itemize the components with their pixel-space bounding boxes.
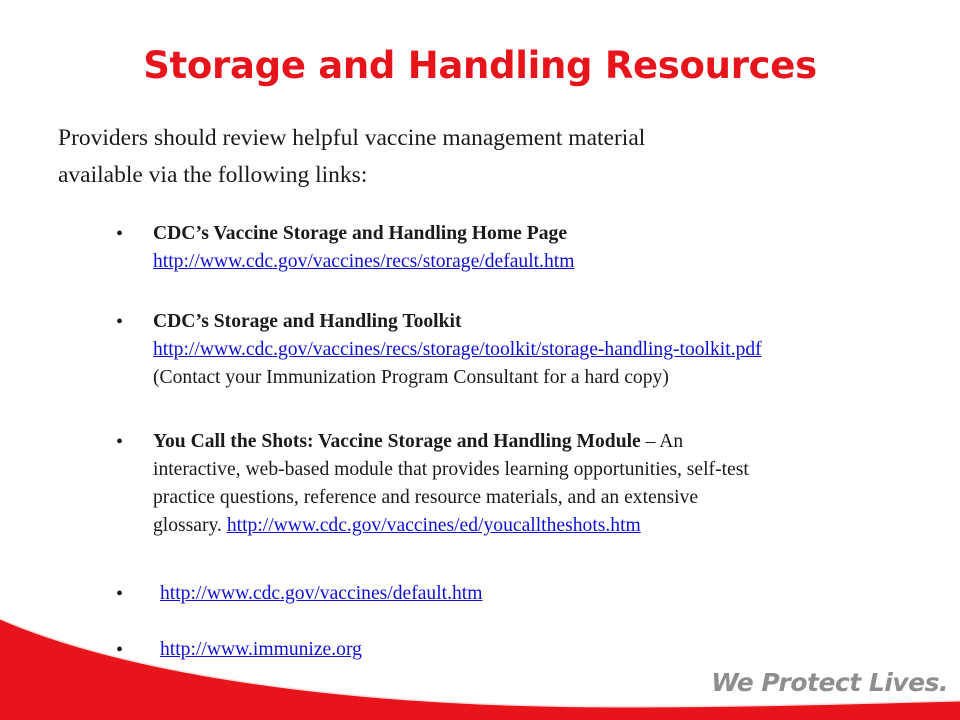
storage-home-link[interactable]: http://www.cdc.gov/vaccines/recs/storage/default.htm [153,251,575,272]
bullet-icon: • [116,639,124,661]
bullet-icon: • [116,583,124,605]
intro-line: available via the following links: [58,162,368,188]
toolkit-link[interactable]: http://www.cdc.gov/vaccines/recs/storage/toolkit/storage-handling-toolkit.pdf [153,339,762,360]
immunize-link[interactable]: http://www.immunize.org [160,639,362,660]
youcalltheshots-link[interactable]: http://www.cdc.gov/vaccines/ed/youcalltheshots.htm [226,515,641,536]
bullet-icon: • [116,311,124,333]
item-text: glossary. [153,515,227,536]
item-text: practice questions, reference and resource materials, and an extensive [153,487,699,508]
bullet-icon: • [116,223,124,245]
tagline: We Protect Lives. [711,668,948,697]
item-text: – An [640,431,684,452]
item-text: interactive, web-based module that provides learning opportunities, self-test [153,459,749,480]
toolkit-note: (Contact your Immunization Program Consultant for a hard copy) [153,367,669,388]
slide-title: Storage and Handling Resources [143,44,817,87]
item-label: CDC’s Vaccine Storage and Handling Home Page [153,223,568,244]
item-label: CDC’s Storage and Handling Toolkit [153,311,462,332]
cdc-vaccines-link[interactable]: http://www.cdc.gov/vaccines/default.htm [160,583,483,604]
bullet-icon: • [116,431,124,453]
intro-line: Providers should review helpful vaccine management material [58,125,646,151]
item-label: You Call the Shots: Vaccine Storage and Handling Module [153,431,641,452]
intro-text [58,120,918,194]
